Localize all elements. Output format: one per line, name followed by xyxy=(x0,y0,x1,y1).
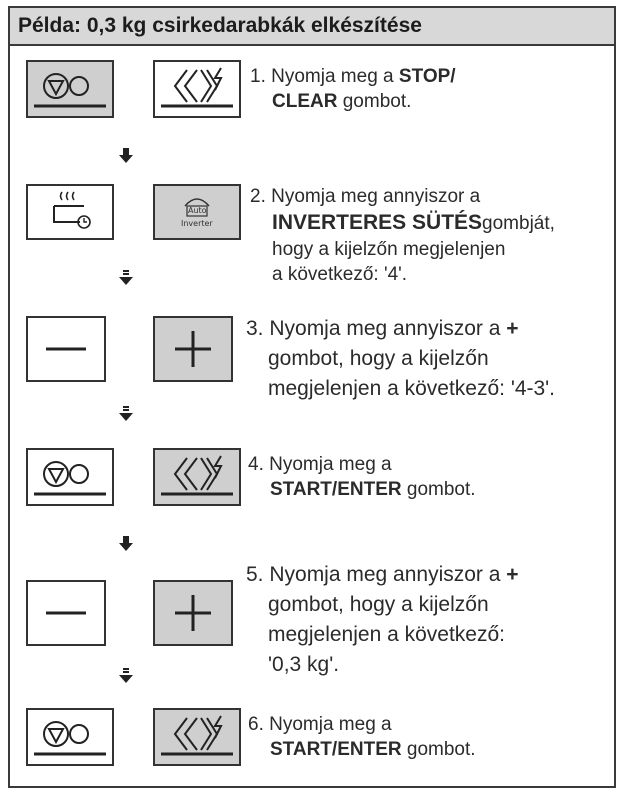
stop-clear-button[interactable] xyxy=(26,60,114,118)
page-title: Példa: 0,3 kg csirkedarabkák elkészítése xyxy=(18,14,422,37)
inverter-grill-icon xyxy=(28,186,112,238)
step-6-text: 6. Nyomja meg a START/ENTER gombot. xyxy=(248,714,476,760)
down-arrow-icon xyxy=(118,536,134,552)
stop-clear-button[interactable] xyxy=(26,448,114,506)
minus-icon xyxy=(28,318,104,380)
auto-inverter-button[interactable] xyxy=(153,184,241,240)
step-4-text: 4. Nyomja meg a START/ENTER gombot. xyxy=(248,454,476,500)
stop-clear-icon xyxy=(28,710,112,764)
minus-button[interactable] xyxy=(26,580,106,646)
step-1-text: 1. Nyomja meg a STOP/ CLEAR gombot. xyxy=(250,66,456,112)
example-panel xyxy=(8,6,616,788)
stop-clear-button[interactable] xyxy=(26,708,114,766)
inverter-grill-button[interactable] xyxy=(26,184,114,240)
minus-button[interactable] xyxy=(26,316,106,382)
step-3-text: 3. Nyomja meg annyiszor a + gombot, hogy a kijelzőn megjelenjen a következő: '4-3'. xyxy=(246,317,556,400)
start-enter-icon xyxy=(155,710,239,764)
auto-label: Auto xyxy=(188,206,207,215)
stop-clear-icon xyxy=(28,450,112,504)
start-enter-button[interactable] xyxy=(153,708,241,766)
header-bar xyxy=(10,8,614,46)
start-enter-button[interactable] xyxy=(153,60,241,118)
step-2-text: 2. Nyomja meg annyiszor a INVERTERES SÜTÉSgombját, hogy a kijelzőn megjelenjen a következő: '4'. xyxy=(250,186,555,285)
start-enter-icon xyxy=(155,62,239,116)
stop-clear-icon xyxy=(28,62,112,116)
down-arrow-icon xyxy=(118,406,134,422)
start-enter-icon xyxy=(155,450,239,504)
down-arrow-icon xyxy=(118,270,134,286)
down-arrow-icon xyxy=(118,668,134,684)
inverter-label: Inverter xyxy=(181,219,213,228)
plus-button[interactable] xyxy=(153,580,233,646)
plus-icon xyxy=(155,318,231,380)
start-enter-button[interactable] xyxy=(153,448,241,506)
minus-icon xyxy=(28,582,104,644)
down-arrow-icon xyxy=(118,148,134,164)
plus-button[interactable] xyxy=(153,316,233,382)
plus-icon xyxy=(155,582,231,644)
step-5-text: 5. Nyomja meg annyiszor a + gombot, hogy a kijelzőn megjelenjen a következő: '0,3 kg'. xyxy=(246,563,519,676)
